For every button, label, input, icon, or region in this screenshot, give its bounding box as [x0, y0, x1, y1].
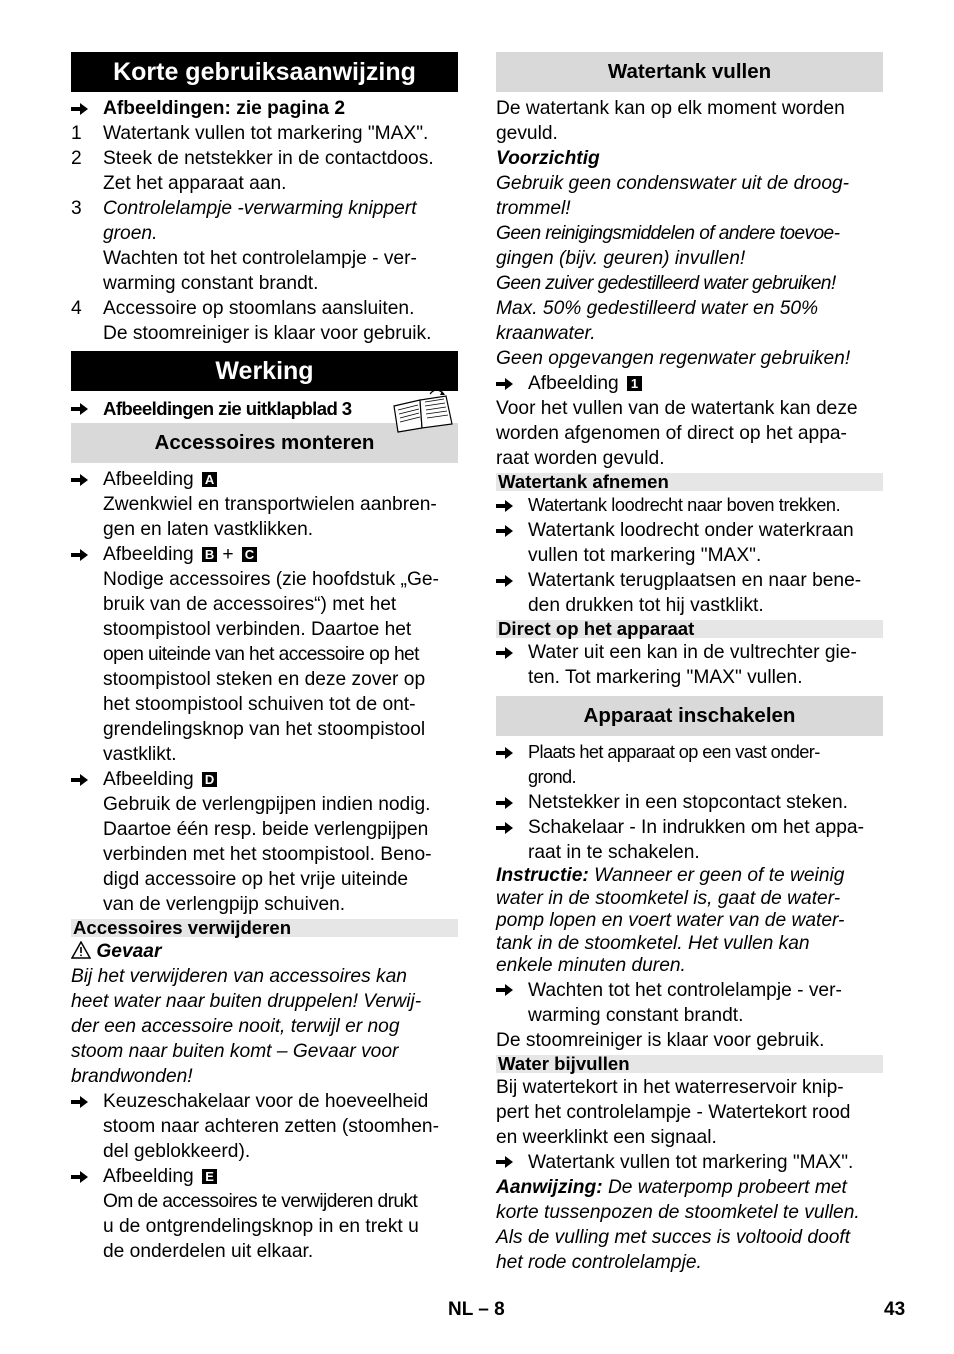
voorzichtig-label: Voorzichtig: [496, 148, 600, 169]
arrow-icon: [71, 1089, 91, 1114]
figure-badge: C: [242, 547, 257, 562]
watertank-intro: De watertank kan op elk moment worden gevuld.: [496, 98, 845, 144]
heading-korte-gebruiksaanwijzing: Korte gebruiksaanwijzing: [71, 52, 458, 92]
heading-accessoires-verwijderen: Accessoires verwijderen: [71, 919, 458, 937]
arrow-icon: [71, 542, 91, 567]
left-column: [71, 52, 458, 1264]
figure-badge: D: [202, 772, 217, 787]
heading-apparaat-inschakelen: Apparaat inschakelen: [496, 696, 883, 736]
arrow-icon: [496, 568, 516, 593]
acc-item-a: Afbeelding A Zwenkwiel en transportwielen aanbren- gen en laten vastklikken.: [71, 467, 458, 542]
foldout-book-icon: [390, 388, 456, 434]
instructie-note: Instructie: Wanneer er geen of te weinig water in de stoomketel is, gaat de water- pomp lopen en voert water van de water- tank in de stoomketel. Het vullen kan enkele minuten duren.: [496, 865, 845, 977]
arrow-icon: [71, 396, 91, 421]
insch-item-2: Netstekker in een stopcontact steken.: [496, 790, 883, 815]
afnemen-item-3: Watertank terugplaatsen en naar bene- den drukken tot hij vastklikt.: [496, 568, 883, 618]
insch-item-3: Schakelaar - In indrukken om het appa- raat in te schakelen.: [496, 815, 883, 865]
heading-werking: Werking: [71, 351, 458, 391]
heading-water-bijvullen: Water bijvullen: [496, 1055, 883, 1073]
bijvullen-text: Bij watertekort in het waterreservoir knip- pert het controlelampje - Watertekort rood en weerklinkt een signaal.: [496, 1076, 851, 1148]
figure-badge: A: [202, 472, 217, 487]
rem-item-e: Afbeelding E Om de accessoires te verwijderen drukt u de ontgrendelingsknop in en trekt u de onderdelen uit elkaar.: [71, 1164, 458, 1264]
rem-item-1: Keuzeschakelaar voor de hoeveelheid stoom naar achteren zetten (stoomhen- del geblokkeerd).: [71, 1089, 458, 1164]
heading-watertank-vullen: Watertank vullen: [496, 52, 883, 92]
ready-text: De stoomreiniger is klaar voor gebruik.: [496, 1029, 825, 1051]
arrow-icon: [71, 1164, 91, 1189]
direct-item-1: Water uit een kan in de vultrechter gie- ten. Tot markering "MAX" vullen.: [496, 640, 883, 690]
insch-item-1: Plaats het apparaat op een vast onder- grond.: [496, 740, 883, 790]
step-1: 1 Watertank vullen tot markering "MAX".: [71, 123, 429, 144]
arrow-icon: [496, 640, 516, 665]
acc-item-d: Afbeelding D Gebruik de verlengpijpen indien nodig. Daartoe één resp. beide verlengpijpen verbinden met het stoompistool. Beno- digd accessoire op het vrije uiteinde van de verlengpijp schuiven.: [71, 767, 458, 917]
gevaar-text: Bij het verwijderen van accessoires kan heet water naar buiten druppelen! Verwij- der een accessoire nooit, terwijl er nog stoom naar buiten komt – Gevaar voor brandwonden!: [71, 966, 422, 1087]
step-4: 4 Accessoire op stoomlans aansluiten. De stoomreiniger is klaar voor gebruik.: [71, 298, 432, 344]
arrow-icon: [71, 96, 91, 121]
arrow-icon: [496, 740, 516, 765]
heading-accessoires-monteren: Accessoires monteren: [71, 423, 458, 463]
arrow-icon: [71, 767, 91, 792]
arrow-icon: [496, 978, 516, 1003]
quick-ref: Afbeeldingen: zie pagina 2: [71, 96, 458, 121]
arrow-icon: [71, 467, 91, 492]
aanwijzing-note: Aanwijzing: De waterpomp probeert met korte tussenpozen de stoomketel te vullen. Als de vulling met succes is voltooid dooft het rode controlelampje.: [496, 1176, 860, 1273]
acc-item-bc: Afbeelding B + C Nodige accessoires (zie hoofdstuk „Ge- bruik van de accessoires“) met het stoompistool verbinden. Daartoe het open uiteinde van het accessoire op het stoompistool steken en deze zover op het stoompistool schuiven tot de ont- grendelingsknop van het stoompistool vastklikt.: [71, 542, 458, 767]
footer-section-label: NL – 8: [448, 1299, 505, 1320]
arrow-icon: [496, 790, 516, 815]
arrow-icon: [496, 1150, 516, 1175]
wait-item: Wachten tot het controlelampje - ver- warming constant brandt.: [496, 978, 883, 1028]
werking-ref: Afbeeldingen zie uitklapblad 3: [71, 396, 458, 421]
afnemen-item-1: Watertank loodrecht naar boven trekken.: [496, 493, 883, 518]
gevaar-label: Gevaar: [71, 939, 458, 964]
figure-badge: 1: [627, 376, 642, 391]
arrow-icon: [496, 371, 516, 396]
warning-triangle-icon: [71, 941, 91, 959]
heading-direct-op-het-apparaat: Direct op het apparaat: [496, 620, 883, 638]
figure-badge: E: [202, 1169, 217, 1184]
heading-watertank-afnemen: Watertank afnemen: [496, 473, 883, 491]
caution-text: Gebruik geen condenswater uit de droog- trommel! Geen reinigingsmiddelen of andere toevoe- gingen (bijv. geuren) invullen! Geen zuiver gedestilleerd water gebruiken! Max. 50% gedestilleerd water en 50% kraanwater. Geen opgevangen regenwater gebruiken!: [496, 173, 851, 369]
arrow-icon: [496, 518, 516, 543]
bijvullen-item: Watertank vullen tot markering "MAX".: [496, 1150, 883, 1175]
fig1-ref: Afbeelding 1: [496, 371, 883, 396]
step-2: 2 Steek de netstekker in de contactdoos. Zet het apparaat aan.: [71, 148, 434, 194]
arrow-icon: [496, 815, 516, 840]
arrow-icon: [496, 493, 516, 518]
right-column: [496, 52, 883, 1275]
figure-badge: B: [202, 547, 217, 562]
fill-text: Voor het vullen van de watertank kan deze worden afgenomen of direct op het appa- raat worden gevuld.: [496, 398, 858, 469]
footer-page-number: 43: [884, 1299, 906, 1320]
afnemen-item-2: Watertank loodrecht onder waterkraan vullen tot markering "MAX".: [496, 518, 883, 568]
step-3: 3 Controlelampje -verwarming knippert groen. Wachten tot het controlelampje - ver- warming constant brandt.: [71, 198, 417, 294]
